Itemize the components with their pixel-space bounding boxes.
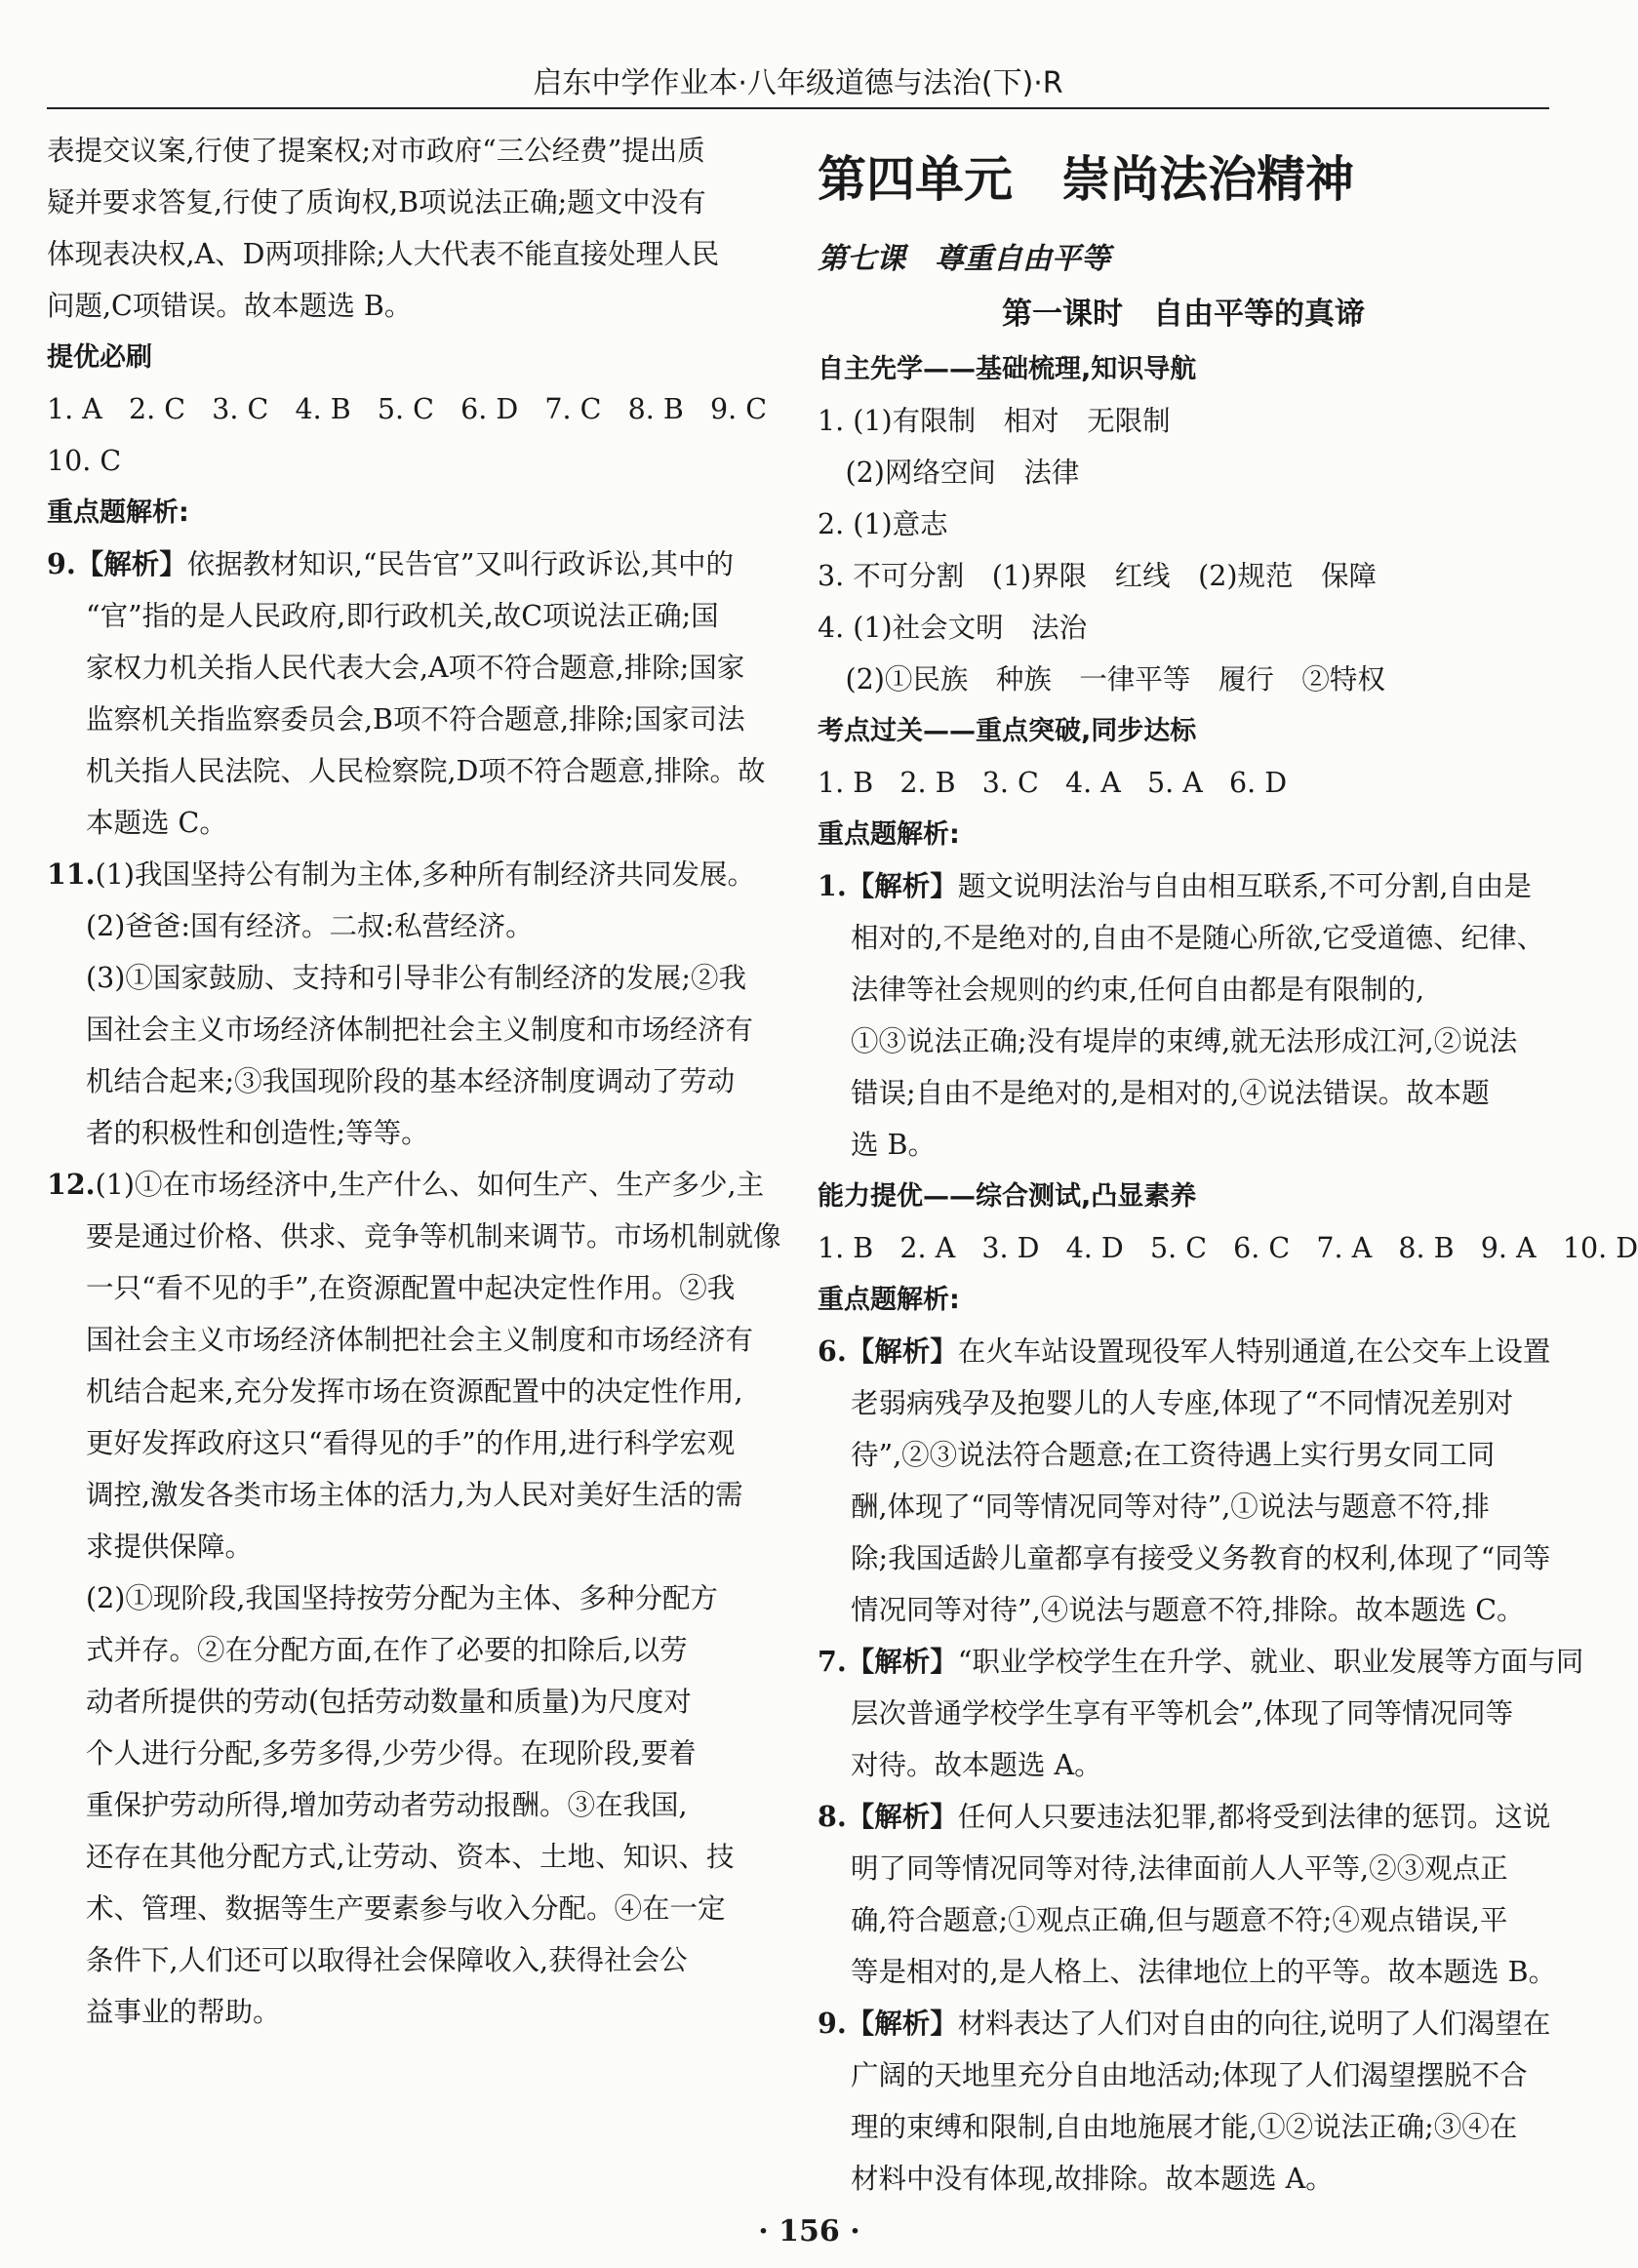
question-number: 12.	[47, 1168, 96, 1201]
page-header: 启东中学作业本·八年级道德与法治(下)·R	[533, 66, 1063, 100]
question-first-line	[818, 1636, 1584, 1688]
question-first-line	[818, 860, 1549, 912]
question-number: 7.	[818, 1645, 847, 1678]
question-number: 9.	[818, 2007, 847, 2040]
text-line: 疑并要求答复,行使了质询权,B项说法正确;题文中没有	[47, 186, 706, 219]
text-line: 求提供保障。	[86, 1531, 254, 1563]
section-heading: 提优必刷	[47, 342, 152, 373]
fill-answer-line: 4. (1)社会文明 法治	[818, 612, 1088, 644]
text-line: 式并存。②在分配方面,在作了必要的扣除后,以劳	[86, 1634, 688, 1666]
question-first-line	[47, 538, 769, 590]
text-line: 酬,体现了“同等情况同等对待”,①说法与题意不符,排	[851, 1491, 1490, 1523]
text-line: (2)①现阶段,我国坚持按劳分配为主体、多种分配方	[86, 1582, 718, 1614]
analysis-tag: 【解析】	[846, 1645, 958, 1678]
text-line: 对待。故本题选 A。	[851, 1749, 1102, 1781]
question-text: (1)我国坚持公有制为主体,多种所有制经济共同发展。	[95, 858, 756, 891]
text-line: 广阔的天地里充分自由地活动;体现了人们渴望摆脱不合	[851, 2059, 1528, 2091]
key-analysis-heading: 重点题解析:	[818, 819, 960, 850]
fill-answer-line: 2. (1)意志	[818, 508, 948, 540]
text-line: 机结合起来,充分发挥市场在资源配置中的决定性作用,	[86, 1375, 743, 1408]
left-column	[47, 125, 781, 2038]
answer-line: 10. C	[47, 445, 122, 477]
section-heading: 考点过关——重点突破,同步达标	[818, 716, 1197, 746]
page-number: · 156 ·	[758, 2214, 860, 2248]
analysis-tag: 【解析】	[846, 869, 958, 902]
fill-answer-line: 1. (1)有限制 相对 无限制	[818, 405, 1171, 437]
analysis-tag: 【解析】	[846, 1334, 958, 1368]
period-title: 第一课时 自由平等的真谛	[1002, 297, 1365, 332]
text-line: “官”指的是人民政府,即行政机关,故C项说法正确;国	[86, 600, 719, 632]
text-line: 老弱病残孕及抱婴儿的人专座,体现了“不同情况差别对	[851, 1387, 1514, 1419]
text-line: 国社会主义市场经济体制把社会主义制度和市场经济有	[86, 1014, 754, 1046]
text-line: 者的积极性和创造性;等等。	[86, 1117, 429, 1149]
question-number: 6.	[818, 1334, 847, 1368]
key-analysis-heading: 重点题解析:	[47, 497, 189, 528]
header-rule	[47, 107, 1549, 109]
text-line: 术、管理、数据等生产要素参与收入分配。④在一定	[86, 1892, 726, 1925]
section-heading: 能力提优——综合测试,凸显素养	[818, 1181, 1197, 1212]
text-line: 一只“看不见的手”,在资源配置中起决定性作用。②我	[86, 1272, 736, 1304]
question-text: 任何人只要违法犯罪,都将受到法律的惩罚。这说	[957, 1801, 1551, 1833]
text-line: 家权力机关指人民代表大会,A项不符合题意,排除;国家	[86, 652, 745, 684]
text-line: 除;我国适龄儿童都享有接受义务教育的权利,体现了“同等	[851, 1542, 1551, 1574]
text-line: ①③说法正确;没有堤岸的束缚,就无法形成江河,②说法	[851, 1025, 1518, 1057]
answer-line: 1. B 2. A 3. D 4. D 5. C 6. C 7. A 8. B 9. A 10. D	[818, 1232, 1638, 1264]
text-line: 层次普通学校学生享有平等机会”,体现了同等情况同等	[851, 1697, 1514, 1730]
text-line: 错误;自由不是绝对的,是相对的,④说法错误。故本题	[851, 1077, 1490, 1109]
text-line: 问题,C项错误。故本题选 B。	[47, 290, 413, 322]
text-line: 材料中没有体现,故排除。故本题选 A。	[851, 2163, 1334, 2195]
question-text: (1)①在市场经济中,生产什么、如何生产、生产多少,主	[95, 1169, 765, 1201]
text-line: 动者所提供的劳动(包括劳动数量和质量)为尺度对	[86, 1686, 692, 1718]
text-line: 表提交议案,行使了提案权;对市政府“三公经费”提出质	[47, 135, 705, 167]
question-text: 题文说明法治与自由相互联系,不可分割,自由是	[957, 870, 1532, 902]
question-first-line	[47, 1159, 769, 1211]
fill-answer-line: (2)网络空间 法律	[818, 457, 1080, 489]
question-first-line	[818, 1998, 1549, 2049]
fill-answer-line: (2)①民族 种族 一律平等 履行 ②特权	[818, 663, 1385, 696]
text-line: 调控,激发各类市场主体的活力,为人民对美好生活的需	[86, 1479, 743, 1511]
question-number: 8.	[818, 1800, 847, 1833]
text-line: 确,符合题意;①观点正确,但与题意不符;④观点错误,平	[851, 1904, 1508, 1936]
text-line: (2)爸爸:国有经济。二叔:私营经济。	[86, 910, 534, 942]
text-line: 选 B。	[851, 1129, 937, 1161]
text-line: 机结合起来;③我国现阶段的基本经济制度调动了劳动	[86, 1065, 736, 1097]
text-line: 还存在其他分配方式,让劳动、资本、土地、知识、技	[86, 1841, 735, 1873]
text-line: 体现表决权,A、D两项排除;人大代表不能直接处理人民	[47, 238, 720, 270]
question-first-line	[47, 849, 769, 900]
text-line: 国社会主义市场经济体制把社会主义制度和市场经济有	[86, 1324, 754, 1356]
lesson-title: 第七课 尊重自由平等	[818, 242, 1110, 276]
text-line: 相对的,不是绝对的,自由不是随心所欲,它受道德、纪律、	[851, 922, 1545, 954]
text-line: 机关指人民法院、人民检察院,D项不符合题意,排除。故	[86, 755, 766, 787]
text-line: 个人进行分配,多劳多得,少劳少得。在现阶段,要着	[86, 1737, 697, 1770]
text-line: 更好发挥政府这只“看得见的手”的作用,进行科学宏观	[86, 1427, 736, 1459]
text-line: 法律等社会规则的约束,任何自由都是有限制的,	[851, 974, 1425, 1006]
text-line: 明了同等情况同等对待,法律面前人人平等,②③观点正	[851, 1852, 1508, 1885]
question-first-line	[818, 1326, 1549, 1377]
question-text: 材料表达了人们对自由的向往,说明了人们渴望在	[957, 2008, 1551, 2040]
text-line: 理的束缚和限制,自由地施展才能,①②说法正确;③④在	[851, 2111, 1518, 2143]
text-line: 本题选 C。	[86, 807, 227, 839]
question-text: “职业学校学生在升学、就业、职业发展等方面与同	[957, 1646, 1584, 1678]
answer-line: 1. B 2. B 3. C 4. A 5. A 6. D	[818, 767, 1288, 799]
text-line: 条件下,人们还可以取得社会保障收入,获得社会公	[86, 1944, 688, 1976]
text-line: 益事业的帮助。	[86, 1996, 281, 2028]
text-line: 要是通过价格、供求、竞争等机制来调节。市场机制就像	[86, 1220, 781, 1253]
text-line: 重保护劳动所得,增加劳动者劳动报酬。③在我国,	[86, 1789, 688, 1821]
question-number: 9.	[47, 547, 76, 580]
fill-answer-line: 3. 不可分割 (1)界限 红线 (2)规范 保障	[818, 560, 1377, 592]
key-analysis-heading: 重点题解析:	[818, 1285, 960, 1315]
analysis-tag: 【解析】	[846, 1800, 958, 1833]
question-number: 1.	[818, 869, 847, 902]
section-heading: 自主先学——基础梳理,知识导航	[818, 354, 1197, 384]
text-line: 监察机关指监察委员会,B项不符合题意,排除;国家司法	[86, 703, 745, 736]
question-first-line	[818, 1791, 1549, 1843]
right-column	[818, 125, 1638, 2205]
text-line: 等是相对的,是人格上、法律地位上的平等。故本题选 B。	[851, 1956, 1557, 1988]
answer-line: 1. A 2. C 3. C 4. B 5. C 6. D 7. C 8. B 9. C	[47, 393, 768, 425]
analysis-tag: 【解析】	[75, 547, 187, 580]
question-text: 依据教材知识,“民告官”又叫行政诉讼,其中的	[186, 548, 735, 580]
text-line: 情况同等对待”,④说法与题意不符,排除。故本题选 C。	[851, 1594, 1525, 1626]
question-text: 在火车站设置现役军人特别通道,在公交车上设置	[957, 1335, 1551, 1368]
analysis-tag: 【解析】	[846, 2007, 958, 2040]
question-number: 11.	[47, 857, 96, 891]
text-line: (3)①国家鼓励、支持和引导非公有制经济的发展;②我	[86, 962, 746, 994]
unit-title: 第四单元 崇尚法治精神	[818, 150, 1354, 208]
text-line: 待”,②③说法符合题意;在工资待遇上实行男女同工同	[851, 1439, 1496, 1471]
